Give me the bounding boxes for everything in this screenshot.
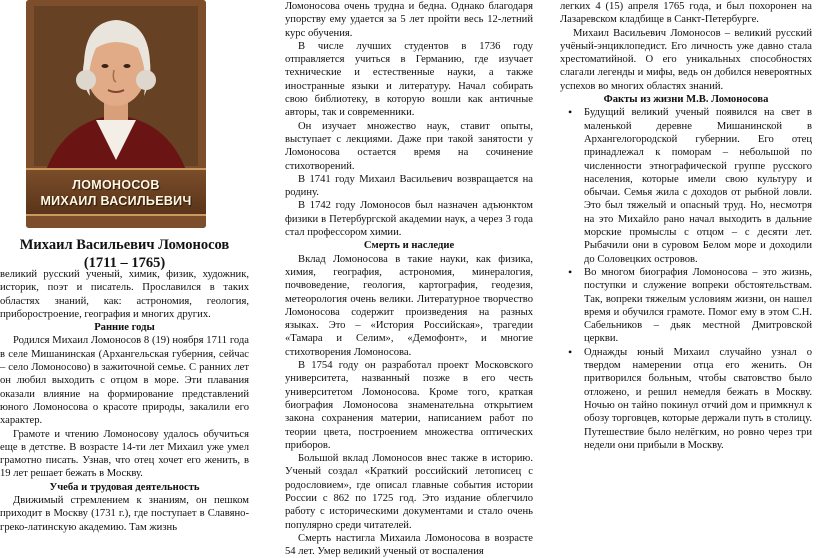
col2-paragraph-7: В 1754 году он разработал проект Московского университета, названный позже в его честь университетом Ломоносова. Кроме того, краткая биография Ломоносова знаменательна открытием закона сохранения материи, написанием работ по теории цвета, построением множества оптических приборов. — [285, 360, 533, 451]
early-years-paragraph-1: Родился Михаил Ломоносов 8 (19) ноября 1711 года в селе Мишанинская (Архангельская губерния, сейчас – село Ломоносово) в зажиточной семье. С ранних лет он любил выходить с отцом в море. Эти плавания оказали влияние на формирование представлений юного Ломоносова о красоте природы, закалили его характер. — [0, 335, 249, 427]
col3-paragraph-1: легких 4 (15) апреля 1765 года, и был похоронен на Лазаревском кладбище в Санкт-Петербурге. — [560, 1, 812, 26]
plaque-given-names: МИХАИЛ ВАСИЛЬЕВИЧ — [40, 194, 192, 208]
column-1-body — [0, 268, 249, 534]
list-item: • Однажды юный Михаил случайно узнал о твердом намерении отца его женить. Он притворился больным, чтобы сватовство было отложено, и решил немедля бежать в Москву. Ночью он тайно покинул отчий дом и примкнул к обозу торговцев, которые держали путь в столицу. Путешествие было нелёгким, но ровно через три недели они прибыли в Москву. — [560, 346, 812, 452]
death-legacy-heading: Смерть и наследие — [363, 240, 455, 252]
col2-paragraph-5: В 1742 году Ломоносов был назначен адъюнктом физики в Петербургской академии наук, а через 3 года стал профессором химии. — [285, 200, 533, 239]
col2-paragraph-9: Смерть настигла Михаила Ломоносова в возрасте 54 лет. Умер великий ученый от воспаления — [285, 532, 533, 558]
col2-paragraph-3: Он изучает множество наук, ставит опыты, выступает с лекциями. Даже при такой занятости у Ломоносова остается время на сочинение стихотворений. — [285, 120, 533, 172]
col2-paragraph-6: Вклад Ломоносова в такие науки, как физика, химия, география, астрономия, минералогия, почвоведение, геология, картография, геодезия, метеорология очень велики. Литературное творчество Ломоносова содержит произведения на разных языках. Это – «История Российская», трагедии «Тамара и Селим», «Демофонт», и многие стихотворения Ломоносова. — [285, 253, 533, 358]
intro-paragraph: великий русский ученый, химик, физик, художник, историк, поэт и писатель. Прославился в таких областях знаний, как: астрономия, геология, приборостроение, география и многих других. — [0, 269, 249, 320]
early-years-heading: Ранние годы — [94, 322, 155, 334]
early-years-paragraph-2: Грамоте и чтению Ломоносову удалось обучиться еще в детстве. В возрасте 14-ти лет Михаил уже умел грамотно писать. Узнав, что отец хочет его женить, в 19 лет решает бежать в Москву. — [0, 428, 249, 480]
study-paragraph-1: Движимый стремлением к знаниям, он пешком приходит в Москву (1731 г.), где поступает в Славяно-греко-латинскую академию. Там жизнь — [0, 495, 249, 533]
list-item: • Во многом биография Ломоносова – это жизнь, поступки и служение вопреки обстоятельствам. Так, вопреки тяжелым условиям жизни, он нашел время и обучился грамоте. Помог ему в этом С.Н. Сабельников – дьяк местной Дмитровской церкви. — [560, 266, 812, 346]
facts-list — [560, 106, 812, 452]
col2-paragraph-8: Большой вклад Ломоносов внес также в историю. Ученый создал «Краткий российский летописец с родословием», где описал главные события истории России с 862 по 1725 год. Это издание облегчило работу с историческими документами и стало очень популярно среди читателей. — [285, 453, 533, 531]
list-item: • Будущий великий ученый появился на свет в маленькой деревне Мишанинской в Архангелогородской губернии. Его отец принадлежал к поморам – небольшой по численности этнографической группе русского населения, которые имели свою культуру и обычаи. Семья жила с доходов от рыбной ловли. Это был тяжелый и опасный труд. Но, несмотря на это Михайло рано начал выходить в дальние морские промыслы с отцом – с десяти лет. Рыбачили они в суровом Белом море и доходили до Соловецких островов. — [560, 106, 812, 266]
study-heading: Учеба и трудовая деятельность — [49, 481, 200, 493]
column-2 — [285, 0, 533, 558]
portrait-image — [26, 0, 206, 228]
col3-paragraph-2: Михаил Васильевич Ломоносов – великий русский учёный-энциклопедист. Его личность уже давно стала хрестоматийной. О его уникальных способностях слагали легенды и мифы, ведь он добился невероятных успехов во многих областях знаний. — [560, 27, 812, 92]
col2-paragraph-1: Ломоносова очень трудна и бедна. Однако благодаря упорству ему удается за 5 лет пройти весь 12-летний курс обучения. — [285, 1, 533, 39]
column-3 — [560, 0, 812, 452]
life-years: (1711 – 1765) — [83, 255, 166, 271]
facts-heading: Факты из жизни М.В. Ломоносова — [603, 94, 769, 106]
plaque-surname: ЛОМОНОСОВ — [72, 178, 160, 192]
col2-paragraph-2: В числе лучших студентов в 1736 году отправляется учиться в Германию, где изучает технические и естественные науки, а также иностранные языки и литературу. Начал собирать свою библиотеку, в которую вошли как античные авторы, так и современники. — [285, 40, 533, 119]
page-title: Михаил Васильевич Ломоносов — [19, 237, 230, 253]
portrait-plaque — [26, 168, 206, 216]
col2-paragraph-4: В 1741 году Михаил Васильевич возвращается на родину. — [285, 173, 533, 199]
